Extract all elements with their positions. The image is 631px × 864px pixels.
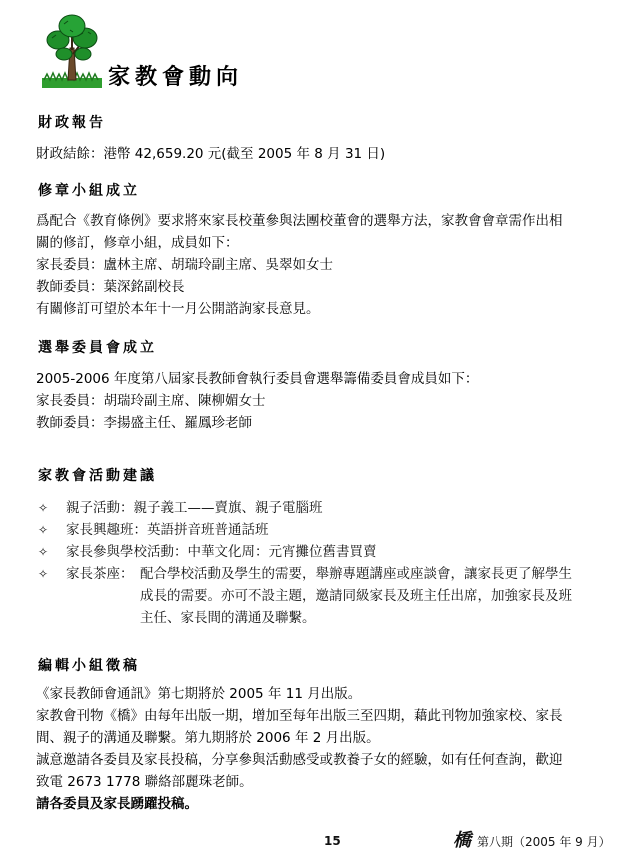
text-line: 教師委員：李揚盛主任、羅鳳珍老師 bbox=[36, 415, 252, 431]
text-line: 主任、家長間的溝通及聯繫。 bbox=[140, 610, 316, 626]
text-line: 關的修訂，修章小組，成員如下： bbox=[36, 235, 239, 251]
text-line: 家長委員：胡瑞玲副主席、陳柳媚女士 bbox=[36, 393, 266, 409]
election-paragraph bbox=[36, 368, 478, 434]
text-line: 爲配合《教育條例》要求將來家長校董參與法團校董會的選舉方法，家教會會章需作出相 bbox=[36, 213, 563, 229]
bullet-icon: ✧ bbox=[37, 545, 49, 559]
election-heading: 選舉委員會成立 bbox=[38, 340, 157, 356]
editorial-paragraph bbox=[36, 683, 563, 815]
list-item-text: 家長參與學校活動：中華文化周：元宵攤位舊書買賣 bbox=[66, 544, 377, 560]
closing-line: 請各委員及家長踴躍投稿。 bbox=[36, 796, 198, 812]
text-line: 成長的需要。亦可不設主題，邀請同級家長及班主任出席，加強家長及班 bbox=[140, 588, 572, 604]
list-item bbox=[36, 541, 616, 563]
charter-paragraph bbox=[36, 210, 563, 320]
charter-heading: 修章小組成立 bbox=[38, 183, 140, 199]
bullet-icon: ✧ bbox=[37, 523, 49, 537]
bullet-icon: ✧ bbox=[37, 567, 49, 581]
bullet-icon: ✧ bbox=[37, 501, 49, 515]
list-item-text: 親子活動：親子義工——賣旗、親子電腦班 bbox=[66, 500, 323, 516]
list-item bbox=[36, 519, 616, 541]
text-line: 配合學校活動及學生的需要，舉辦專題講座或座談會，讓家長更了解學生 bbox=[140, 566, 572, 582]
text-line: 家教會刊物《橋》由每年出版一期，增加至每年出版三至四期，藉此刊物加強家校、家長 bbox=[36, 708, 563, 724]
activities-heading: 家教會活動建議 bbox=[38, 468, 157, 484]
text-line: 2005-2006 年度第八屆家長教師會執行委員會選舉籌備委員會成員如下： bbox=[36, 371, 479, 387]
list-item bbox=[36, 563, 616, 629]
text-line: 《家長教師會通訊》第七期將於 2005 年 11 月出版。 bbox=[36, 686, 362, 702]
activities-list bbox=[36, 497, 616, 629]
list-item-body bbox=[140, 563, 590, 629]
list-item-label: 家長茶座： bbox=[66, 566, 134, 582]
text-line: 家長委員：盧林主席、胡瑞玲副主席、吳翠如女士 bbox=[36, 257, 333, 273]
text-line: 間、親子的溝通及聯繫。第九期將於 2006 年 2 月出版。 bbox=[36, 730, 380, 746]
issue-label: 第八期（2005 年 9 月） bbox=[477, 835, 611, 849]
list-item-text: 家長興趣班：英語拼音班普通話班 bbox=[66, 522, 269, 538]
text-line: 誠意邀請各委員及家長投稿，分享參與活動感受或教養子女的經驗，如有任何查詢，歡迎 bbox=[36, 752, 563, 768]
banner-title: 家教會動向 bbox=[108, 64, 244, 90]
magazine-name: 橋 bbox=[453, 830, 471, 851]
text-line: 教師委員：葉深銘副校長 bbox=[36, 279, 185, 295]
text-line: 致電 2673 1778 聯絡部麗珠老師。 bbox=[36, 774, 253, 790]
footer-issue bbox=[453, 826, 611, 852]
page-number: 15 bbox=[324, 834, 341, 848]
list-item bbox=[36, 497, 616, 519]
finance-heading: 財政報告 bbox=[38, 115, 106, 131]
text-line: 有關修訂可望於本年十一月公開諮詢家長意見。 bbox=[36, 301, 320, 317]
finance-line: 財政結餘：港幣 42,659.20 元(截至 2005 年 8 月 31 日) bbox=[36, 146, 386, 162]
tree-icon bbox=[38, 10, 106, 92]
editorial-heading: 編輯小組徵稿 bbox=[38, 658, 140, 674]
